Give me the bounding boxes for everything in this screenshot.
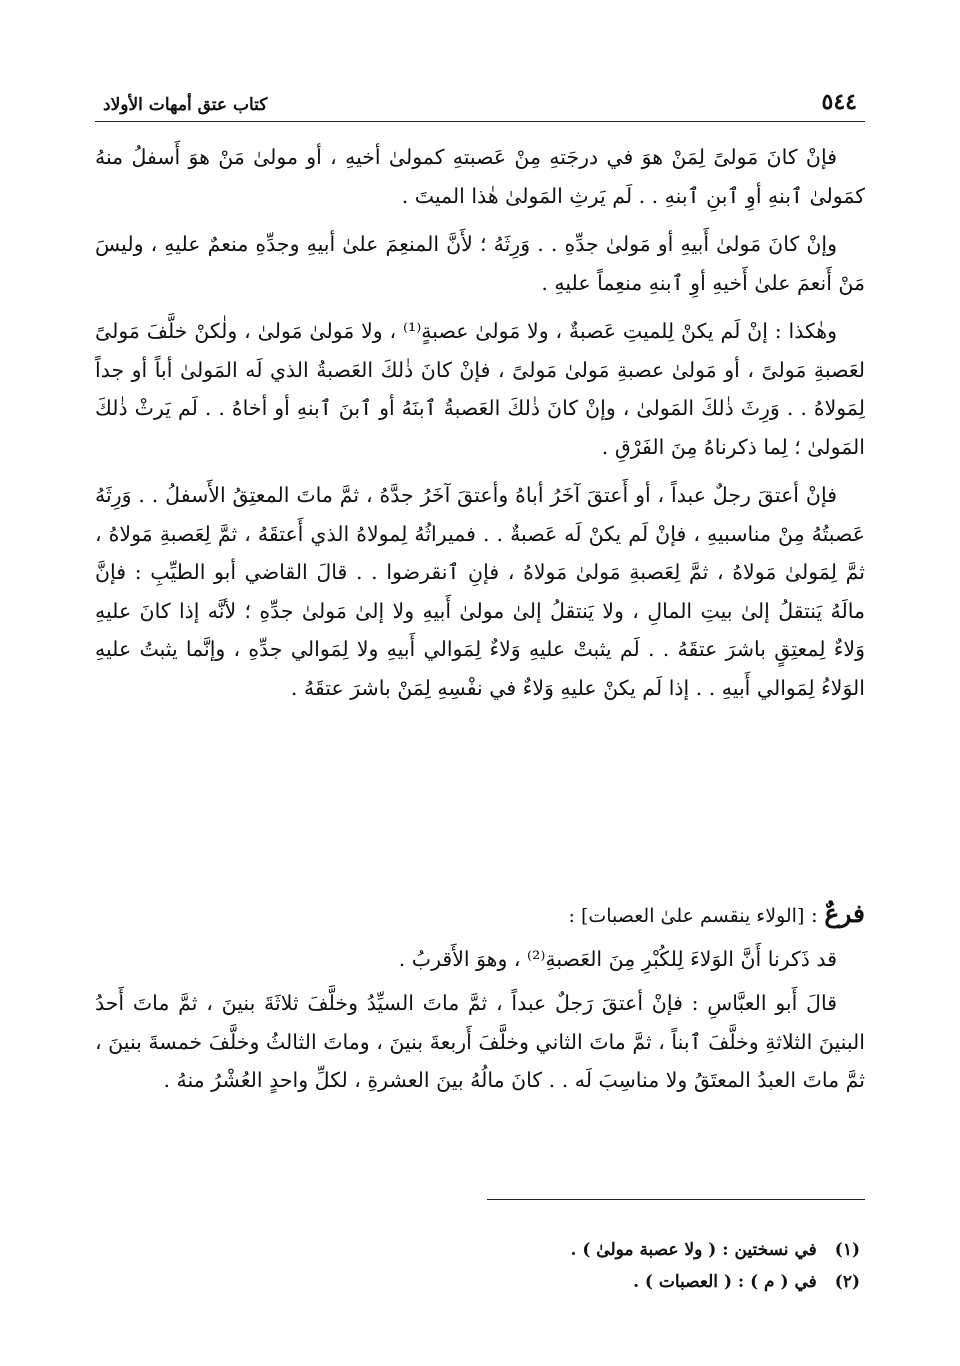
paragraph: قالَ أَبو العبَّاسِ : فإنْ أعتقَ رَجلٌ عبداً ، ثمَّ ماتَ السيِّدُ وخلَّفَ ثلاثَةَ بنينَ ، ثمَّ ماتَ أَحدُ البنينَ الثلاثةِ وخلَّفَ ٱبناً ، ثمَّ ماتَ الثاني وخلَّفَ أَربعةَ بنينَ ، وماتَ الثالثُ وخلَّفَ خمسةَ بنينَ ، ثمَّ ماتَ العبدُ المعتَقُ ولا مناسِبَ لَه . . كانَ مالُهُ بينَ العشرةِ ، لكلِّ واحدٍ العُشْرُ منهُ .: [95, 991, 865, 1092]
paragraph: وهٰكذا : إنْ لَم يكنْ لِلميتِ عَصبةٌ ، ولا مَولىٰ عصبةٍ⁽¹⁾ ، ولا مَولىٰ مَولىٰ ، ولٰكنْ خلَّفَ مَولىً لعَصبةِ مَولىً ، أو مَولىٰ عصبةِ مَولىٰ مَولىً ، فإنْ كانَ ذٰلكَ العَصبةُ الذي لَه المَولىٰ أباً أو جداً لِمَولاهُ . . وَرِثَ ذٰلكَ المَولىٰ ، وإنْ كانَ ذٰلكَ العَصبةُ ٱبنَهُ أو ٱبنَ ٱبنهِ أو أخاهُ . . لَم يَرثْ ذٰلكَ المَولىٰ ؛ لِما ذكرناهُ مِنَ الفَرْقِ .: [95, 319, 865, 459]
page-header: [95, 78, 865, 122]
footnote-divider: [487, 1199, 865, 1200]
paragraph: قد ذَكرنا أَنَّ الوَلاءَ لِلكُبْرِ مِنَ العَصبةِ⁽²⁾ ، وهوَ الأَقربُ .: [398, 946, 837, 971]
footnote: [95, 1266, 860, 1298]
footnote-number: (٢): [834, 1272, 860, 1292]
footnote-number: (١): [834, 1240, 860, 1260]
footnote-text: في نسختين : ( ولا عصبة مولىٰ ) .: [570, 1240, 817, 1260]
section-heading: [95, 895, 865, 936]
section-label: فرعٌ: [824, 899, 865, 928]
subsection: [95, 895, 865, 1100]
page-number: ٥٤٤: [821, 89, 857, 115]
running-title: كتاب عتق أمهات الأولاد: [103, 95, 268, 115]
footnotes: [95, 1234, 860, 1298]
section-title: [الولاء ينقسم علىٰ العصبات] :: [568, 905, 805, 927]
paragraph: فإنْ أعتقَ رجلٌ عبداً ، أو أَعتقَ آخَرُ أباهُ وأعتقَ آخَرُ جدَّهُ ، ثمَّ ماتَ المعتِقُ الأَسفلُ . . وَرِثَهُ عَصبتُهُ مِنْ مناسبيهِ ، فإنْ لَم يكنْ لَه عَصبةٌ . . فميراثُهُ لِمولاهُ الذي أَعتقَهُ ، ثمَّ لِعَصبةِ مَولاهُ ، ثمَّ لِمَولىٰ مَولاهُ ، ثمَّ لِعَصبةِ مَولىٰ مَولاهُ ، فإنِ ٱنقرضوا . . قالَ القاضي أبو الطيِّبِ : فإنَّ مالَهُ يَنتقلُ إلىٰ بيتِ المالِ ، ولا يَنتقلُ إلىٰ مولىٰ أَبيهِ ولا إلىٰ مَولىٰ جدِّهِ ؛ لأنَّه إذا كانَ عليهِ وَلاءٌ لِمعتِقٍ باشرَ عتقَهُ . . لَم يثبتْ عليهِ وَلاءٌ لِمَوالي أَبيهِ ولا لِمَوالي جدِّهِ ، وإنَّما يثبتُ عليهِ الوَلاءُ لِمَوالي أَبيهِ . . إذا لَم يكنْ عليهِ وَلاءٌ في نفْسِهِ لِمَنْ باشرَ عتقَهُ .: [95, 483, 865, 700]
footnote: [95, 1234, 860, 1266]
paragraph: فإنْ كانَ مَولىً لِمَنْ هوَ في درجَتهِ مِنْ عَصبتهِ كمولىٰ أخيهِ ، أو مولىٰ مَنْ هوَ أَسفلُ منهُ كمَولىٰ ٱبنهِ أوِ ٱبنِ ٱبنهِ . . لَم يَرثِ المَولىٰ هٰذا الميتَ .: [95, 145, 865, 208]
paragraph: وإنْ كانَ مَولىٰ أَبيهِ أو مَولىٰ جدِّهِ . . وَرِثَهُ ؛ لأَنَّ المنعِمَ علىٰ أبيهِ وجدِّهِ منعمٌ عليهِ ، وليسَ مَنْ أَنعمَ علىٰ أَخيهِ أوِ ٱبنهِ منعِماً عليهِ .: [95, 232, 865, 295]
section-colon: :: [804, 903, 825, 927]
footnote-text: في ( م ) : ( العصبات ) .: [633, 1272, 817, 1292]
main-text: [95, 138, 865, 707]
